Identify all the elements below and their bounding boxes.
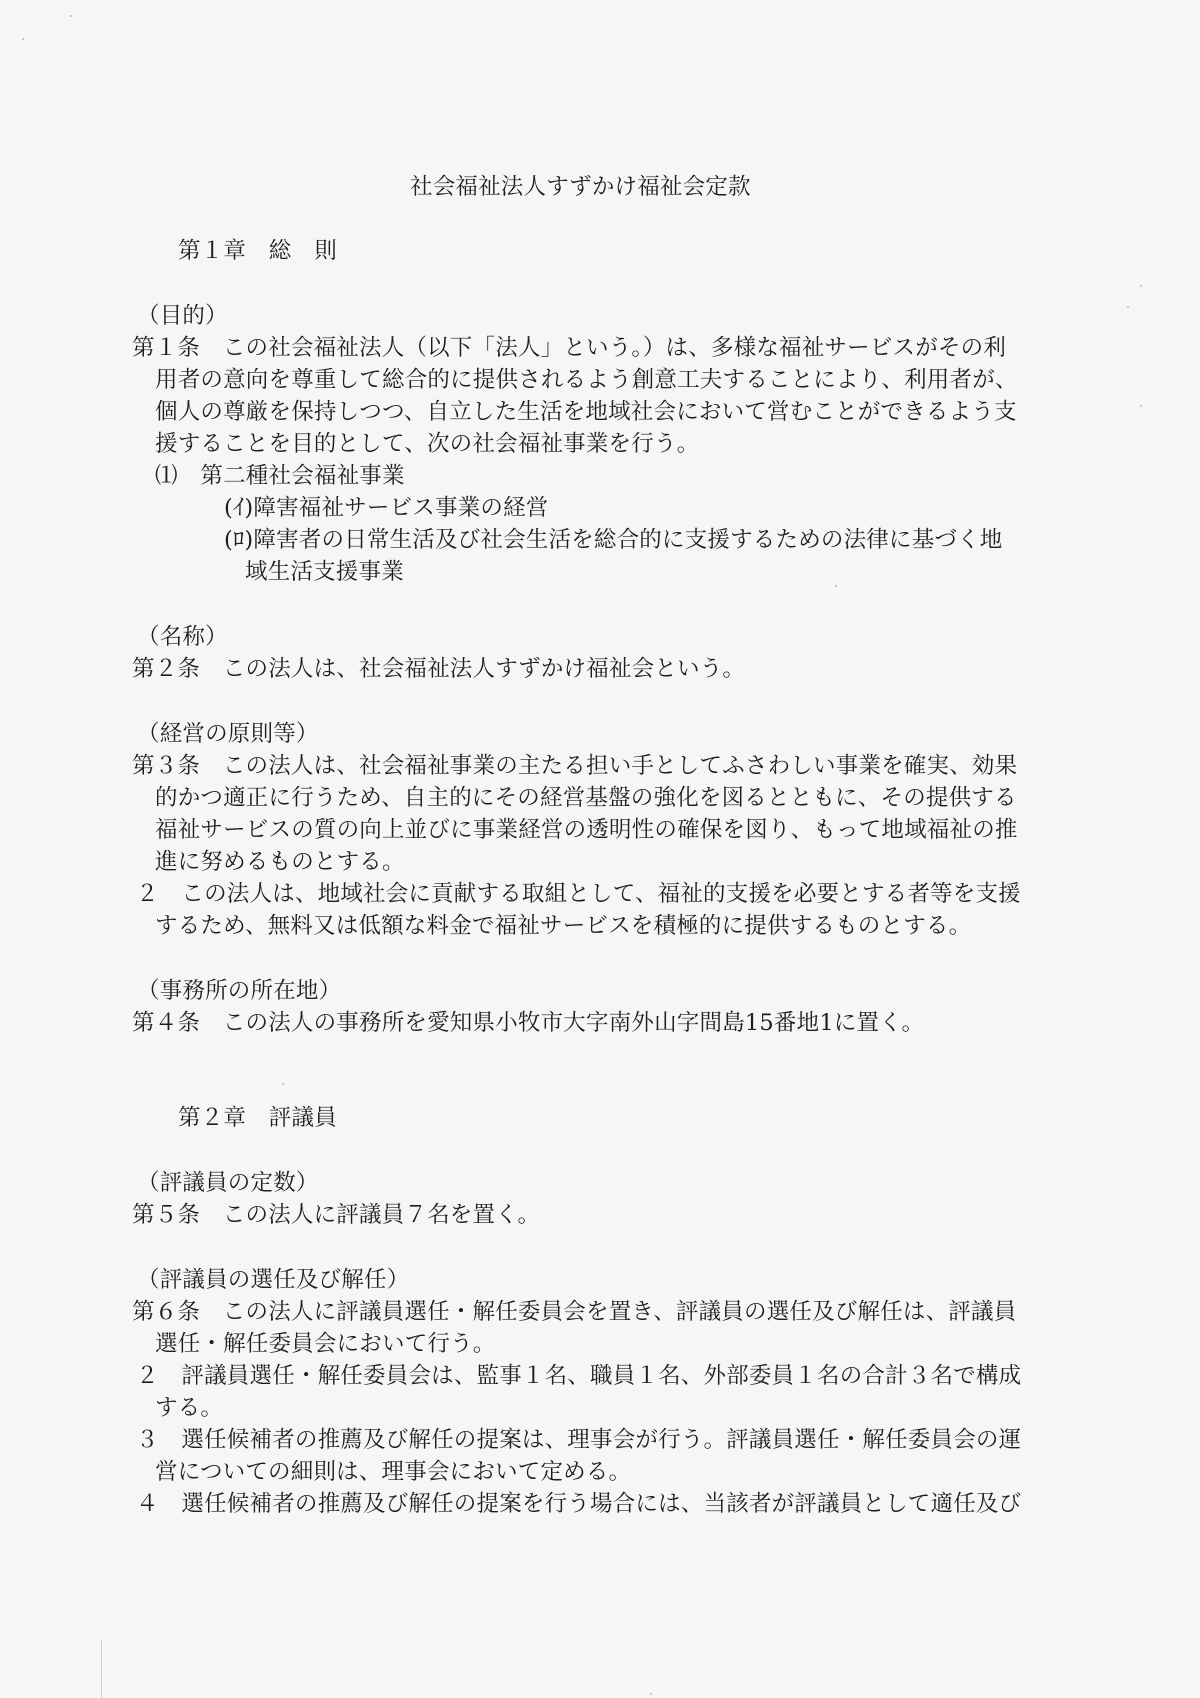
article-line: 福祉サービスの質の向上並びに事業経営の透明性の確保を図り、もって地域福祉の推 [155, 817, 1018, 843]
article-line: 第２条 この法人は、社会福祉法人すずかけ福祉会という。 [132, 656, 746, 682]
scan-speck [1127, 306, 1129, 308]
article-line: 選任・解任委員会において行う。 [155, 1331, 496, 1357]
article-line: 第１条 この社会福祉法人（以下「法人」という。）は、多様な福祉サービスがその利 [132, 335, 1007, 361]
document-title: 社会福祉法人すずかけ福祉会定款 [410, 174, 751, 200]
scan-speck [650, 1693, 652, 1695]
article-heading: （評議員の定数） [137, 1170, 319, 1196]
scan-artifact-line [101, 1640, 102, 1698]
article-line: 援することを目的として、次の社会福祉事業を行う。 [155, 431, 700, 457]
article-heading: （経営の原則等） [137, 721, 319, 747]
scan-speck [1140, 405, 1142, 407]
chapter-heading: 第２章 評議員 [178, 1105, 337, 1131]
article-heading: （評議員の選任及び解任） [137, 1267, 410, 1293]
article-line: 第６条 この法人に評議員選任・解任委員会を置き、評議員の選任及び解任は、評議員 [132, 1299, 1017, 1325]
chapter-heading: 第１章 総 則 [178, 238, 337, 264]
scan-speck [70, 15, 72, 17]
article-line: 第５条 この法人に評議員７名を置く。 [132, 1202, 541, 1228]
article-line: 営についての細則は、理事会において定める。 [155, 1459, 632, 1485]
scan-speck [1140, 285, 1142, 287]
article-heading: （事務所の所在地） [137, 978, 342, 1004]
article-line: 用者の意向を尊重して総合的に提供されるよう創意工夫することにより、利用者が、 [155, 367, 1018, 393]
list-subitem: 域生活支援事業 [245, 559, 404, 585]
article-line: 的かつ適正に行うため、自主的にその経営基盤の強化を図るとともに、その提供する [155, 785, 1017, 811]
article-line: 進に努めるものとする。 [155, 849, 405, 875]
article-line: ２ この法人は、地域社会に貢献する取組として、福祉的支援を必要とする者等を支援 [136, 881, 1021, 907]
article-line: ４ 選任候補者の推薦及び解任の提案を行う場合には、当該者が評議員として適任及び [136, 1491, 1022, 1517]
article-heading: （目的） [137, 303, 228, 329]
list-subitem: (ｲ)障害福祉サービス事業の経営 [224, 495, 549, 521]
list-item: ⑴ 第二種社会福祉事業 [155, 463, 405, 489]
article-line: する。 [155, 1395, 224, 1421]
article-line: 個人の尊厳を保持しつつ、自立した生活を地域社会において営むことができるよう支 [155, 399, 1017, 425]
article-heading: （名称） [137, 624, 228, 650]
scan-speck [282, 1083, 284, 1085]
list-subitem: (ﾛ)障害者の日常生活及び社会生活を総合的に支援するための法律に基づく地 [224, 527, 1003, 553]
article-line: 第３条 この法人は、社会福祉事業の主たる担い手としてふさわしい事業を確実、効果 [132, 753, 1018, 779]
scan-speck [835, 585, 837, 587]
article-line: ３ 選任候補者の推薦及び解任の提案は、理事会が行う。評議員選任・解任委員会の運 [136, 1427, 1022, 1453]
article-line: ２ 評議員選任・解任委員会は、監事１名、職員１名、外部委員１名の合計３名で構成 [136, 1363, 1022, 1389]
article-line: 第４条 この法人の事務所を愛知県小牧市大字南外山字間島15番地1に置く。 [132, 1010, 925, 1036]
article-line: するため、無料又は低額な料金で福祉サービスを積極的に提供するものとする。 [155, 913, 972, 939]
scan-speck [22, 38, 24, 40]
